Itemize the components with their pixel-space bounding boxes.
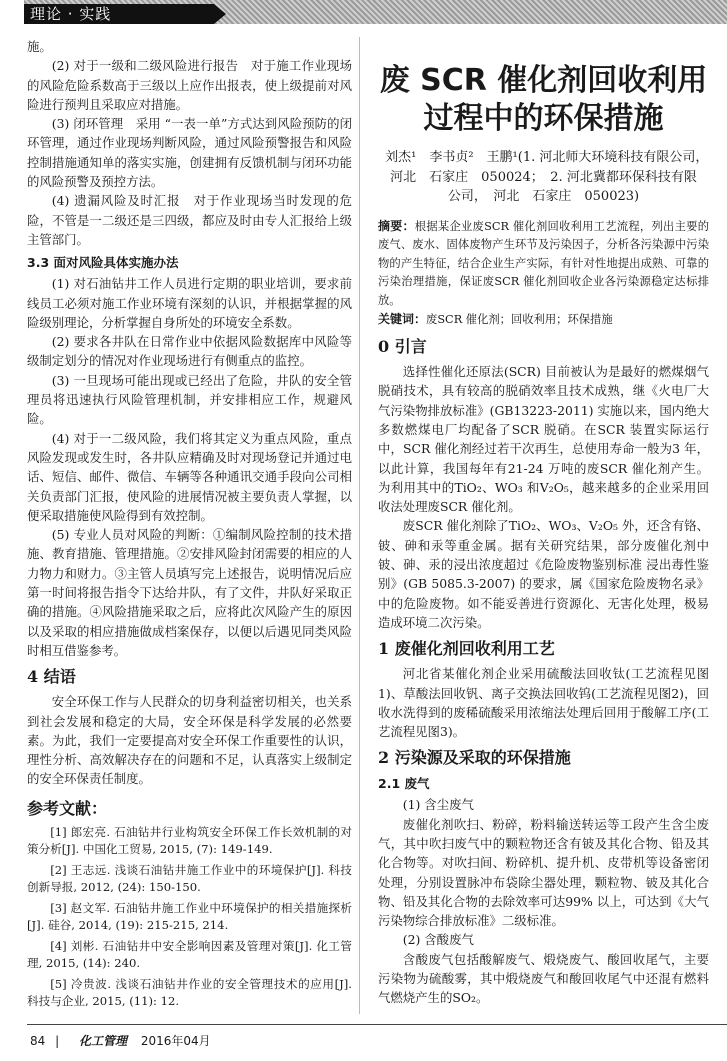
paragraph: (2) 对于一级和二级风险进行报告 对于施工作业现场的风险危险系数高于三级以上应作出报表，使上级提前对风险进行预判且采取应对措施。 xyxy=(27,58,352,112)
reference-item: [5] 冷贵波. 浅谈石油钻井作业的安全管理技术的应用[J]. 科技与企业, 2015, (11): 12. xyxy=(27,976,352,1008)
section-heading-0: 0 引言 xyxy=(378,337,427,357)
paragraph: (2) 要求各井队在日常作业中依据风险数据库中风险等级制定划分的情况对作业现场进行有侧重点的监控。 xyxy=(27,334,352,369)
abstract-text: 根据某企业废SCR 催化剂回收利用工艺流程，列出主要的废气、废水、固体废物产生环节及污染因子，分析各污染源中污染物的产生特征，结合企业生产实际，有针对性地提出成熟、可靠的污染治理措施，保证废SCR 催化剂回收企业各污染源稳定达标排放。 xyxy=(378,219,709,307)
article-authors: 刘杰¹ 李书贞² 王鹏¹(1. 河北师大环境科技有限公司， 河北 石家庄 050024； 2. 河北冀都环保科技有限公司， 河北 石家庄 050023) xyxy=(385,150,715,204)
footer-separator: | xyxy=(55,1033,60,1048)
section-heading-2: 2 污染源及采取的环保措施 xyxy=(378,748,571,768)
paragraph: (5) 专业人员对风险的判断：①编制风险控制的技术措施、教育措施、管理措施。②安排风险封闭需要的相应的人力物力和财力。③主管人员填写完上述报告，说明情况后应第一时间将报告指令下达给井队，有了文件，井队好采取正确的措施。④风险措施采取之后，应将此次风险产生的原因以及采取的相应措施做成档案保存，以便以后遇见同类风险时相互借鉴参考。 xyxy=(27,527,352,658)
paragraph: (1) 对石油钻井工作人员进行定期的职业培训，要求前线员工必须对施工作业环境有深刻的认识，并根据掌握的风险级别理论，分析掌握自身所处的环境安全系数。 xyxy=(27,276,352,330)
section-heading-3-3: 3.3 面对风险具体实施办法 xyxy=(27,255,179,271)
paragraph: (3) 一旦现场可能出现或已经出了危险，井队的安全管理员将迅速执行风险管理机制，并安排相应工作，规避风险。 xyxy=(27,372,352,427)
paragraph: 选择性催化还原法(SCR) 目前被认为是最好的燃煤烟气脱硝技术，具有较高的脱硝效率且技术成熟，继《火电厂大气污染物排放标准》(GB13223-2011) 实施以来，国内绝大多数燃煤电厂均配备了SCR 脱硝。在SCR 装置实际运行中，SCR 催化剂经过若干次再生，总使用寿命一般为3 年，以此计算，我国每年有21-24 万吨的废SCR 催化剂产生。为利用其中的TiO₂、WO₃ 和V₂O₅，越来越多的企业采用回收法处理废SCR 催化剂。 xyxy=(378,364,709,515)
page-number: 84 xyxy=(30,1033,46,1048)
footer-rule xyxy=(27,1024,727,1025)
keywords-label: 关键词： xyxy=(378,312,427,327)
left-column xyxy=(27,37,360,1014)
reference-item: [2] 王志远. 浅谈石油钻井施工作业中的环境保护[J]. 科技创新导报, 2012, (24): 150-150. xyxy=(27,862,352,894)
paragraph: 河北省某催化剂企业采用硫酸法回收钛(工艺流程见图1)、草酸法回收钒、离子交换法回收钨(工艺流程见图2)，回收水洗得到的废稀硫酸采用浓缩法处理后回用于酸解工序(工艺流程见图3)。 xyxy=(378,666,709,740)
issue-date: 2016年04月 xyxy=(140,1033,211,1048)
section-header-bar xyxy=(0,0,727,24)
header-margin xyxy=(0,0,24,24)
right-column xyxy=(378,37,715,1008)
reference-list xyxy=(27,824,352,1010)
section-heading-4: 4 结语 xyxy=(27,667,76,687)
conclusion-paragraph: 安全环保工作与人民群众的切身利益密切相关，也关系到社会发展和稳定的大局，安全环保是科学发展的必然要素。为此，我们一定要提高对安全环保工作重要性的认识，理性分析、高效解决存在的问题和不足，认真落实上级制定的安全环保责任制度。 xyxy=(27,694,352,787)
article-title: 废 SCR 催化剂回收利用过程中的环保措施 xyxy=(379,63,708,136)
paragraph: 含酸废气包括酸解废气、煅烧废气、酸回收尾气，主要污染物为硫酸雾，其中煅烧废气和酸回收尾气中还混有燃料气燃烧产生的SO₂。 xyxy=(378,951,709,1006)
paragraph: 施。 xyxy=(27,39,52,54)
reference-item: [4] 刘彬. 石油钻井中安全影响因素及管理对策[J]. 化工管理, 2015, (14): 240. xyxy=(27,938,352,970)
reference-item: [1] 郎宏亮. 石油钻井行业构筑安全环保工作长效机制的对策分析[J]. 中国化工贸易, 2015, (7): 149-149. xyxy=(27,824,352,856)
paragraph: 废催化剂吹扫、粉碎，粉料输送转运等工段产生含尘废气，其中吹扫废气中的颗粒物还含有铍及其化合物、铅及其化合物等。对吹扫间、粉碎机、提升机、皮带机等设备密闭处理，分别设置脉冲布袋除尘器处理，颗粒物、铍及其化合物、铅及其化合物的去除效率可达99% 以上，可达到《大气污染物综合排放标准》二级标准。 xyxy=(378,816,709,929)
subheading: (2) 含酸废气 xyxy=(402,932,474,948)
subheading: (1) 含尘废气 xyxy=(402,797,474,813)
paragraph: 废SCR 催化剂除了TiO₂、WO₃、V₂O₅ 外，还含有铬、铍、砷和汞等重金属。据有关研究结果，部分废催化剂中铍、砷、汞的浸出浓度超过《危险废物鉴别标准 浸出毒性鉴别》(GB 5085.3-2007) 的要求，属《国家危险废物名录》中的危险废物。如不能妥善进行资源化、无害化处理，极易造成环境二次污染。 xyxy=(378,518,709,630)
section-heading-1: 1 废催化剂回收利用工艺 xyxy=(378,639,555,659)
section-tag: 理论 · 实践 xyxy=(24,4,214,24)
keywords-text: 废SCR 催化剂；回收利用；环保措施 xyxy=(426,313,613,327)
section-heading-2-1: 2.1 废气 xyxy=(378,776,430,792)
references-heading: 参考文献： xyxy=(27,798,108,818)
paragraph: (3) 闭环管理 采用 “一表一单”方式达到风险预防的闭环管理，通过作业现场判断风险，通过风险预警报告和风险控制措施通知单的落实实施，创建拥有反馈机制与闭环功能的风险预警及预控方法。 xyxy=(27,116,352,190)
keywords xyxy=(378,310,709,330)
page-footer xyxy=(30,1033,727,1049)
reference-item: [3] 赵文军. 石油钻井施工作业中环境保护的相关措施探析[J]. 硅谷, 2014, (19): 215-215, 214. xyxy=(27,900,352,932)
journal-logo: 化工管理 xyxy=(78,1033,127,1048)
paragraph: (4) 对于一二级风险，我们将其定义为重点风险，重点风险发现或发生时，各井队应精确及时对现场登记并通过电话、短信、邮件、微信、车辆等各种通讯交通手段向公司相关负责部门汇报，使风险的进展情况被主要负责人掌握，以便采取措施使风险得到有效控制。 xyxy=(27,430,352,523)
paragraph: (4) 遗漏风险及时汇报 对于作业现场当时发现的危险，不管是一二级还是三四级，都应及时由专人汇报给上级主管部门。 xyxy=(27,193,352,247)
article-body xyxy=(0,24,727,1014)
abstract-label: 摘要： xyxy=(378,218,415,233)
abstract xyxy=(378,217,709,311)
